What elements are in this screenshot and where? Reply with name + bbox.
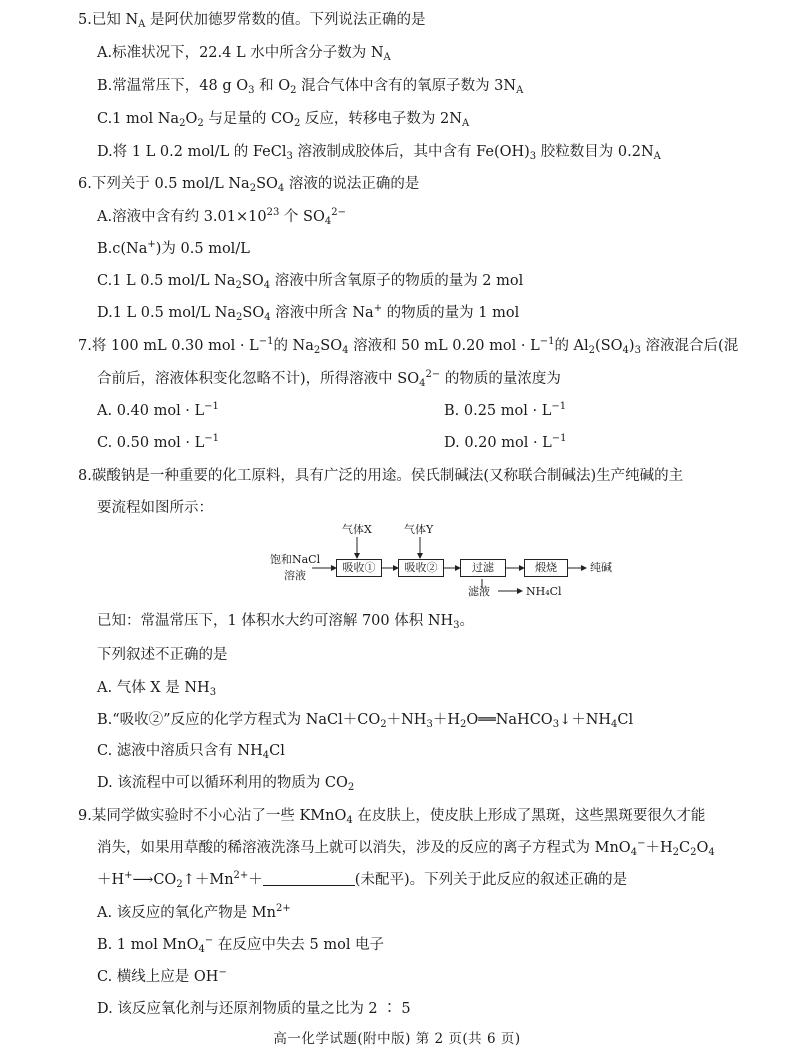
q8-known: 已知：常温常压下，1 体积水大约可溶解 700 体积 $NH_3$。 [97, 613, 475, 631]
flow-start-label-1: 饱和NaCl [270, 553, 321, 566]
q5-option-a: A.标准状况下，22.4 L 水中所含分子数为 $N_A$ [97, 45, 391, 63]
q9-option-d: D. 该反应氧化剂与还原剂物质的量之比为 2 ∶ 5 [97, 1001, 411, 1017]
flow-absorb-2-box: 吸收② [398, 559, 444, 577]
q8-option-b: B.“吸收②”反应的化学方程式为 $NaCl+CO_2+NH_3+H_2O══NaHCO_3↓+NH_4Cl$ [97, 712, 634, 730]
q8-ask: 下列叙述不正确的是 [97, 647, 228, 663]
flow-gas-x-label: 气体X [342, 523, 372, 536]
q8-option-d: D. 该流程中可以循环利用的物质为 $CO_2$ [97, 775, 355, 793]
flow-nh4cl-label: NH₄Cl [526, 585, 562, 598]
q6-option-d: D.1 L 0.5 mol/L $Na_2SO_4$ 溶液中所含 Na+ 的物质的量为 1 mol [97, 303, 520, 323]
q7-option-b: B. 0.25 mol · $L^{-1}$ [444, 401, 567, 419]
q7-option-d: D. 0.20 mol · $L^{-1}$ [444, 433, 567, 451]
q6-option-b: B.c(Na+)为 0.5 mol/L [97, 239, 250, 257]
q9-stem-line3: $+H^+⟶CO_2↑+Mn^{2+}+$ (未配平)。下列关于此反应的叙述正确的是 [97, 870, 628, 890]
q7-option-a: A. 0.40 mol · $L^{-1}$ [97, 401, 219, 419]
q7-stem-line2: 合前后，溶液体积变化忽略不计)，所得溶液中 $SO_4^{2-}$ 的物质的量浓度为 [97, 369, 561, 389]
q5-option-b: B.常温常压下，48 g $O_3$ 和 $O_2$ 混合气体中含有的氧原子数为 $3N_A$ [97, 78, 524, 96]
q5-option-d: D.将 1 L 0.2 mol/L 的 FeCl$_3$ 溶液制成胶体后，其中含有 $Fe(OH)_3$ 胶粒数目为 $0.2N_A$ [97, 144, 661, 162]
flow-gas-y-label: 气体Y [404, 523, 434, 536]
q9-option-b: B. 1 mol MnO$_4$− 在反应中失去 5 mol 电子 [97, 935, 385, 955]
page-footer: 高一化学试题(附中版) 第 2 页(共 6 页) [273, 1031, 521, 1047]
q6-option-c: C.1 L 0.5 mol/L $Na_2SO_4$ 溶液中所含氧原子的物质的量为 2 mol [97, 273, 524, 291]
q9-stem-line2: 消失，如果用草酸的稀溶液洗涤马上就可以消失，涉及的反应的离子方程式为 $MnO_4^-+H_2C_2O_4$ [97, 838, 715, 858]
q8-stem-line1: 8.碳酸钠是一种重要的化工原料，具有广泛的用途。侯氏制碱法(又称联合制碱法)生产纯碱的主 [78, 468, 684, 484]
q8-option-a: A. 气体 X 是 $NH_3$ [97, 680, 217, 698]
q5-option-c: C.1 mol $Na_2O_2$ 与足量的 $CO_2$ 反应，转移电子数为 $2N_A$ [97, 111, 470, 129]
flow-filtrate-label: 滤液 [468, 585, 490, 598]
answer-blank [263, 871, 355, 886]
process-flowchart [270, 523, 620, 601]
flow-calcine-box: 煅烧 [524, 559, 568, 577]
q5-stem: 5.已知 $N_A$ 是阿伏加德罗常数的值。下列说法正确的是 [78, 12, 426, 30]
q9-stem-line1: 9.某同学做实验时不小心沾了一些 KMnO$_4$ 在皮肤上，使皮肤上形成了黑斑，这些黑斑要很久才能 [78, 808, 706, 826]
q9-option-c: C. 横线上应是 OH− [97, 967, 227, 985]
flow-product-label: 纯碱 [590, 561, 612, 574]
q7-stem-line1: 7.将 100 mL 0.30 mol · $L^{-1}$的 $Na_2SO_4$ 溶液和 50 mL 0.20 mol · $L^{-1}$的 $Al_2(SO_4)_3$ 溶液混合后(混 [78, 336, 739, 356]
q8-stem-line2: 要流程如图所示： [97, 500, 213, 516]
q9-option-a: A. 该反应的氧化产物是 $Mn^{2+}$ [97, 903, 291, 921]
q7-option-c: C. 0.50 mol · $L^{-1}$ [97, 433, 220, 451]
q8-option-c: C. 滤液中溶质只含有 $NH_4Cl$ [97, 743, 285, 761]
q6-stem: 6.下列关于 0.5 mol/L $Na_2SO_4$ 溶液的说法正确的是 [78, 176, 420, 194]
flow-filter-box: 过滤 [460, 559, 506, 577]
q6-option-a: A.溶液中含有约 $3.01\times 10^{23}$ 个 $SO_4^{2-}$ [97, 207, 346, 227]
flow-start-label-2: 溶液 [284, 569, 306, 582]
flow-absorb-1-box: 吸收① [336, 559, 382, 577]
